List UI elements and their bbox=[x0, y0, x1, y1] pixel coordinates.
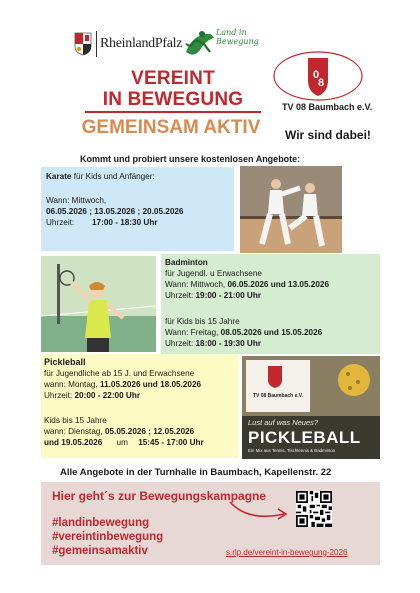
campaign-logo-text: Land in Bewegung bbox=[216, 28, 259, 46]
karate-when: Wann: Mittwoch, bbox=[46, 196, 107, 205]
badminton-group1-when-line bbox=[165, 279, 329, 290]
title-divider bbox=[85, 111, 261, 113]
badminton-group2-time-label: Uhrzeit: bbox=[165, 339, 194, 348]
logo-separator bbox=[96, 31, 97, 57]
pickleball-group1-time: 20:00 - 22:00 Uhr bbox=[74, 391, 141, 400]
title-line-2: IN BEWEGUNG bbox=[102, 89, 244, 110]
badminton-group2-when-line bbox=[165, 327, 322, 338]
badminton-group1-when: Wann: Mittwoch, bbox=[165, 280, 226, 289]
pickleball-group2-time-line bbox=[44, 437, 204, 448]
pickleball-group1-time-label: Uhrzeit: bbox=[44, 391, 73, 400]
karate-photo bbox=[240, 166, 342, 253]
svg-text:8: 8 bbox=[318, 77, 325, 89]
karate-heading-line bbox=[46, 171, 155, 182]
title-line-1: VEREINT bbox=[131, 68, 215, 89]
state-logo-text: RheinlandPfalz bbox=[100, 36, 183, 51]
pickleball-group1-when-line bbox=[44, 379, 201, 390]
pickleball-group2-when-line bbox=[44, 426, 194, 437]
svg-text:0: 0 bbox=[313, 69, 320, 81]
pickleball-group2-audience: Kids bis 15 Jahre bbox=[44, 416, 107, 425]
pickleball-group2-time: 15:45 - 17:00 Uhr bbox=[138, 438, 204, 447]
badminton-group1-time: 19:00 - 21:00 Uhr bbox=[195, 291, 262, 300]
pickleball-group2-dates-1: 05.05.2026 ; 12.05.2026 bbox=[105, 427, 195, 436]
karate-time-label: Uhrzeit: bbox=[46, 218, 75, 227]
pickleball-ad-club: TV 08 Baumbach e.V. bbox=[252, 393, 304, 399]
slogan: Wir sind dabei! bbox=[285, 128, 371, 142]
pickleball-ad-title: PICKLEBALL bbox=[248, 428, 361, 447]
pickleball-group1-when: wann: Montag, bbox=[44, 380, 98, 389]
badminton-group2-time-line bbox=[165, 338, 261, 349]
pickleball-ad-teaser: Lust auf was Neues? bbox=[248, 418, 319, 427]
badminton-heading: Badminton bbox=[165, 258, 208, 267]
pickleball-ad-subtitle: Ein Mix aus Tennis, Tischtennis & Badminton bbox=[248, 448, 336, 453]
karate-audience: für Kids und Anfänger: bbox=[71, 172, 155, 181]
pickleball-group2-um: um bbox=[116, 438, 128, 447]
pickleball-group1-time-line bbox=[44, 390, 140, 401]
title-line-3: GEMEINSAM AKTIV bbox=[81, 117, 261, 138]
badminton-group1-dates: 06.05.2026 und 13.05.2026 bbox=[227, 280, 330, 289]
club-name: TV 08 Baumbach e.V. bbox=[282, 102, 373, 112]
badminton-group1-time-line bbox=[165, 290, 261, 301]
pickleball-group2-dates-2: und 19.05.2026 bbox=[44, 438, 103, 447]
pickleball-group1-dates: 11.05.2026 und 18.05.2026 bbox=[100, 380, 202, 389]
badminton-group2-dates: 08.05.2026 und 15.05.2026 bbox=[220, 328, 323, 337]
pickleball-ad bbox=[242, 356, 380, 459]
campaign-link[interactable]: s.rlp.de/vereint-in-bewegung-2026 bbox=[226, 548, 348, 557]
hashtag-2[interactable]: #vereintinbewegung bbox=[52, 531, 164, 543]
campaign-title: Hier geht´s zur Bewegungskampagne bbox=[52, 489, 267, 503]
badminton-group2-audience: für Kids bis 15 Jahre bbox=[165, 317, 240, 326]
club-crest-icon bbox=[272, 50, 364, 102]
pickleball-heading: Pickleball bbox=[44, 357, 86, 367]
state-crest-icon bbox=[74, 32, 92, 56]
badminton-group2-time: 18:00 - 19:30 Uhr bbox=[195, 339, 262, 348]
badminton-group1-time-label: Uhrzeit: bbox=[165, 291, 194, 300]
karate-time: 17:00 - 18:30 Uhr bbox=[92, 218, 158, 227]
arrow-icon bbox=[228, 500, 292, 522]
badminton-photo bbox=[41, 256, 156, 352]
qr-code-icon[interactable] bbox=[296, 491, 332, 527]
intro-text: Kommt und probiert unsere kostenlosen Angebote: bbox=[80, 154, 301, 164]
hashtag-3[interactable]: #gemeinsamaktiv bbox=[52, 545, 148, 557]
pickleball-group2-when: wann: Dienstag, bbox=[44, 427, 103, 436]
karate-dates: 06.05.2026 ; 13.05.2026 ; 20.05.2026 bbox=[46, 207, 184, 216]
hashtag-1[interactable]: #landinbewegung bbox=[52, 517, 150, 529]
location-note: Alle Angebote in der Turnhalle in Baumbach, Kapellenstr. 22 bbox=[60, 467, 332, 478]
badminton-group1-audience: für Jugendl. u Erwachsene bbox=[165, 269, 262, 278]
karate-heading: Karate bbox=[46, 172, 72, 181]
pickleball-group1-audience: für Jugendliche ab 15 J. und Erwachsene bbox=[44, 369, 195, 378]
badminton-group2-when: Wann: Freitag, bbox=[165, 328, 219, 337]
runner-logo-icon bbox=[182, 28, 216, 58]
